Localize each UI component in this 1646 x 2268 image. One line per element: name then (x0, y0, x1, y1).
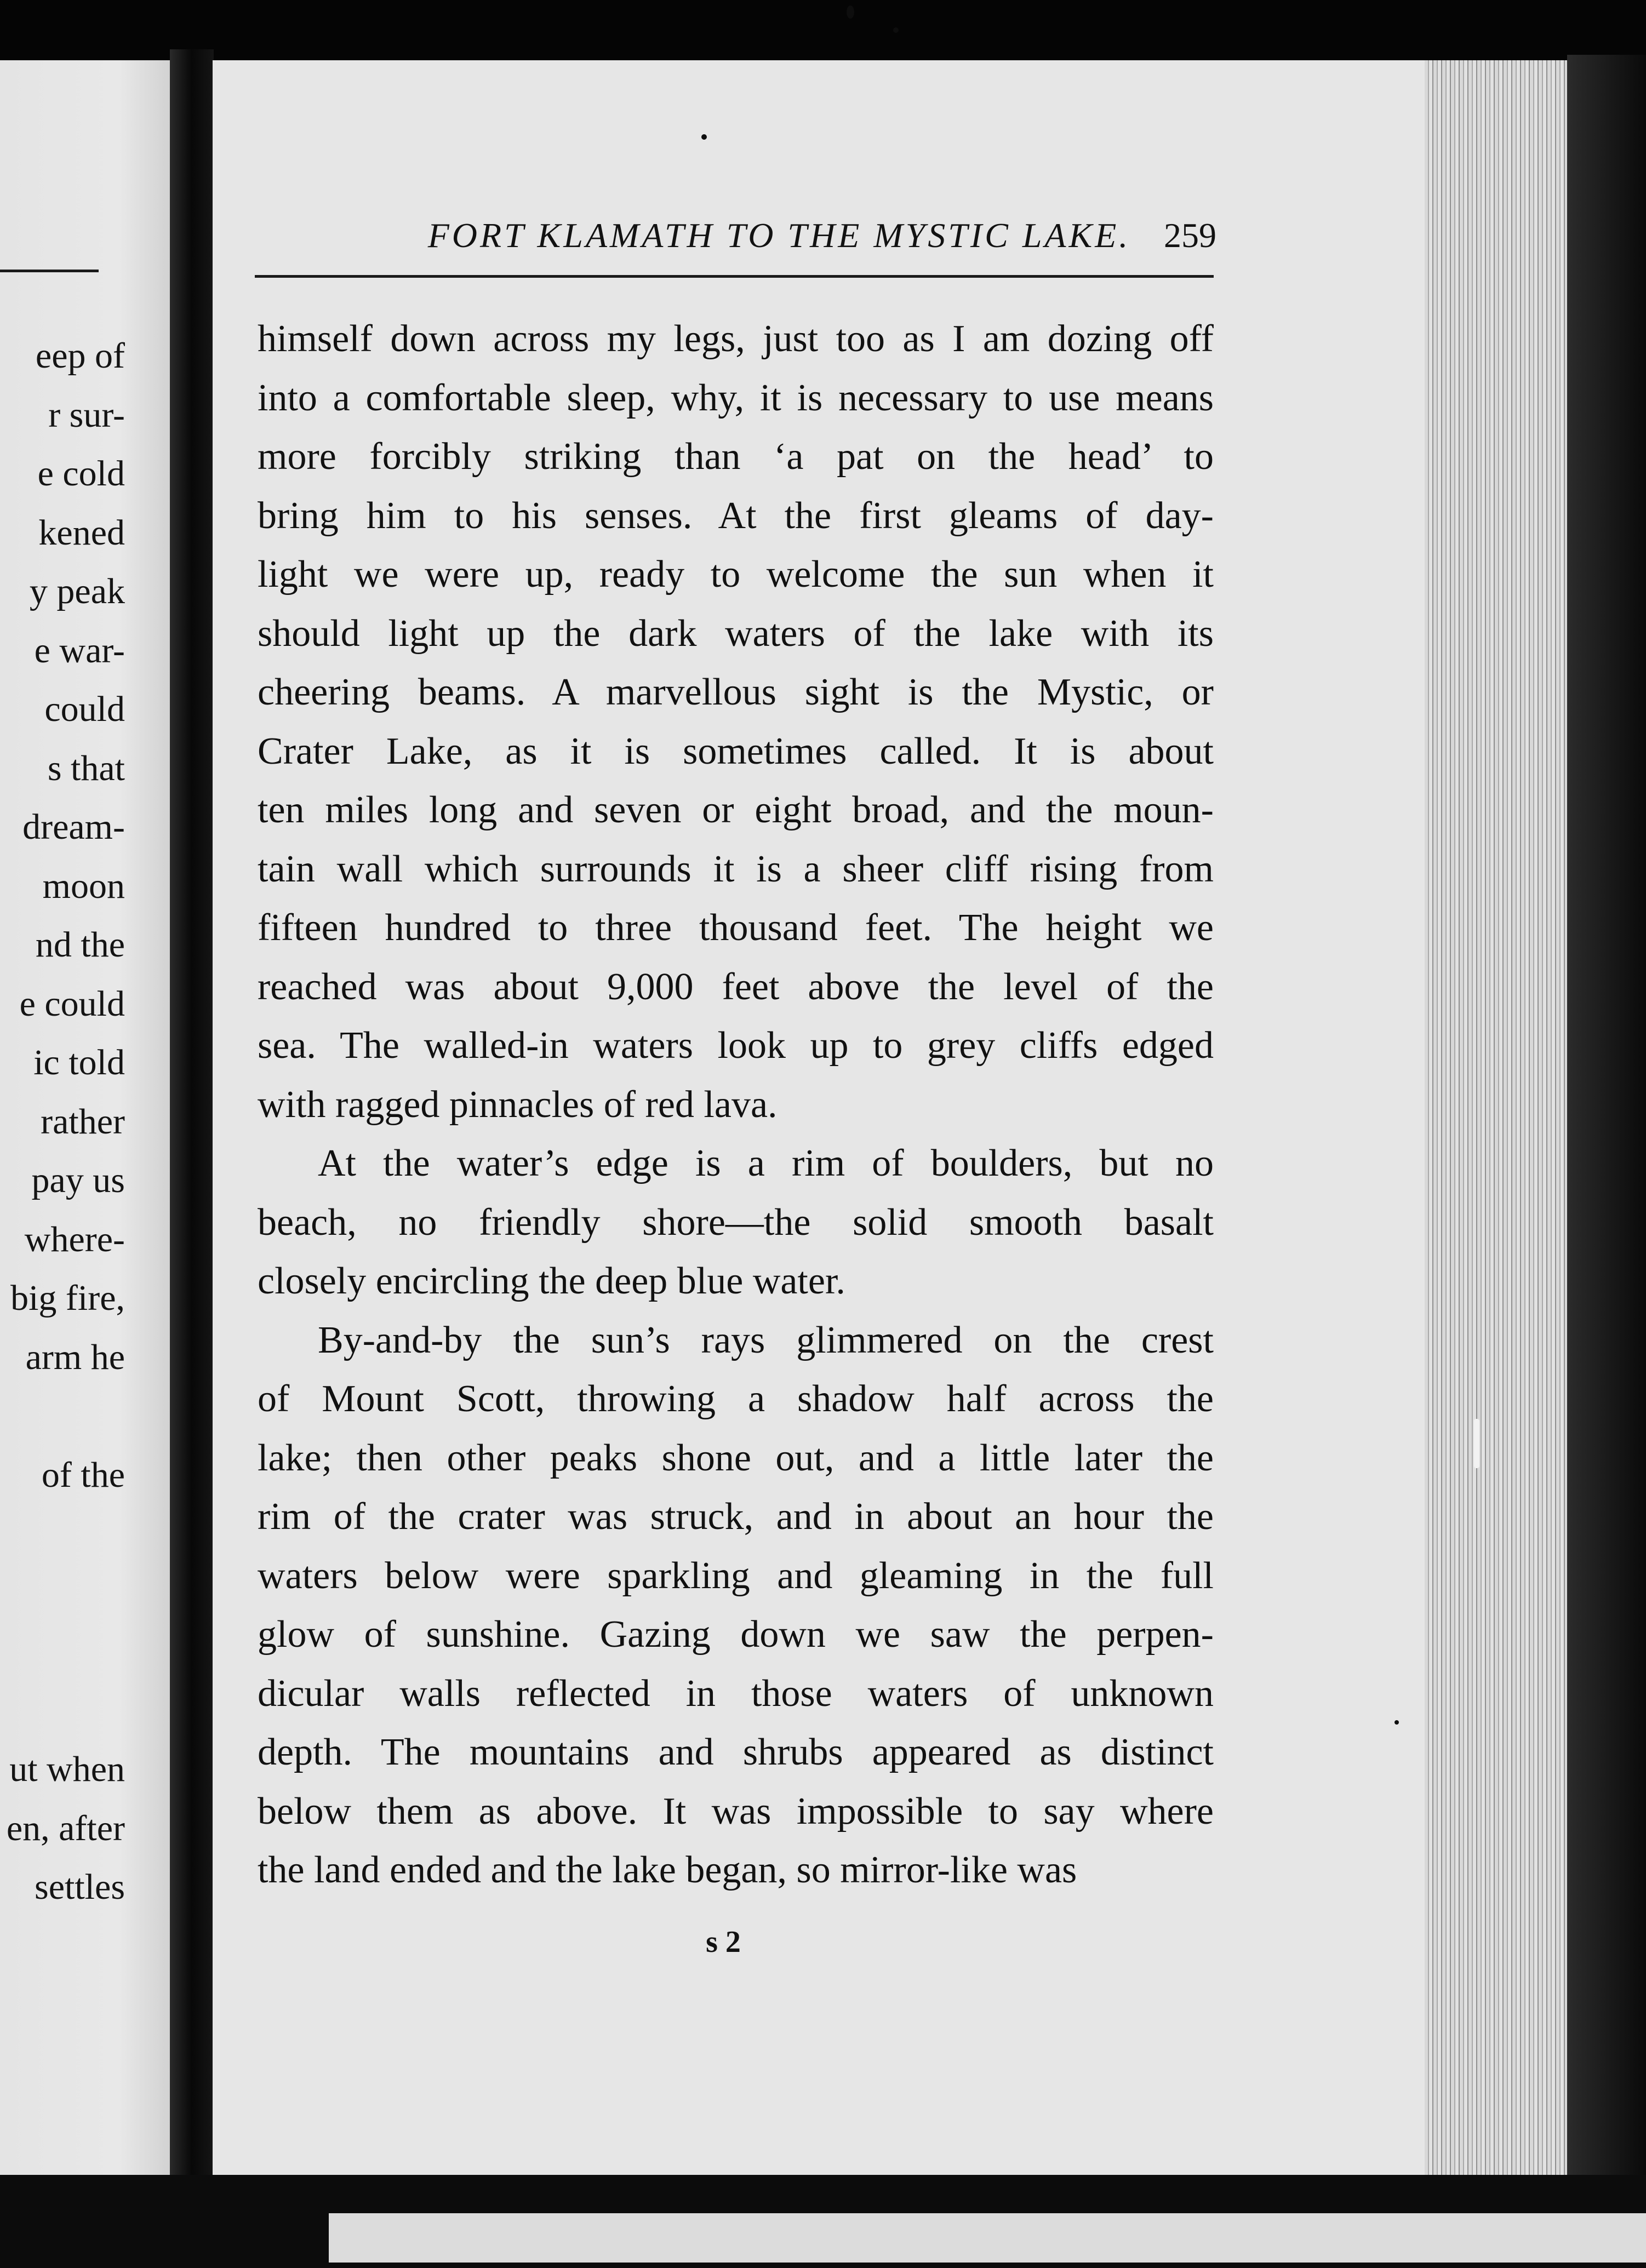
edge-shadow (1567, 55, 1646, 2180)
text-line: ten miles long and seven or eight broad, and the moun- (258, 789, 1214, 831)
left-page-line: e cold (37, 454, 125, 494)
text-line: dicular walls reflected in those waters of unknown (258, 1672, 1214, 1715)
left-page-line: moon (42, 866, 125, 906)
left-page-line: big fire, (10, 1278, 125, 1318)
left-page-line: en, after (6, 1808, 125, 1848)
left-page-rule (0, 270, 99, 272)
text-line: with ragged pinnacles of red lava. (258, 1083, 778, 1126)
text-line: should light up the dark waters of the lake with its (258, 612, 1214, 655)
left-page-line: r sur- (48, 394, 125, 435)
page-edges (1425, 60, 1578, 2175)
bottom-page-lip (329, 2213, 1646, 2263)
left-page-line: y peak (29, 571, 125, 611)
left-page-line: arm he (25, 1337, 125, 1377)
text-line: cheering beams. A marvellous sight is the Mystic, or (258, 671, 1214, 713)
left-page-line: eep of (35, 336, 125, 376)
left-page-line: ic told (33, 1043, 125, 1083)
text-line: himself down across my legs, just too as I am dozing off (258, 318, 1214, 360)
left-page-line: dream- (22, 807, 125, 847)
paragraph (258, 310, 1214, 1134)
text-line: rim of the crater was struck, and in about an hour the (258, 1496, 1214, 1538)
left-page-line: kened (38, 512, 125, 553)
scan-speck (701, 134, 707, 140)
text-line: more forcibly striking than ‘a pat on the head’ to (258, 436, 1214, 478)
left-page-line: e war- (34, 630, 125, 671)
text-line: depth. The mountains and shrubs appeared as distinct (258, 1731, 1214, 1773)
text-line: glow of sunshine. Gazing down we saw the perpen- (258, 1613, 1214, 1656)
running-head-rule (255, 275, 1214, 278)
scan-speck (847, 5, 854, 19)
text-line: fifteen hundred to three thousand feet. The height we (258, 907, 1214, 949)
text-line: waters below were sparkling and gleaming in the full (258, 1554, 1214, 1597)
text-line: By-and-by the sun’s rays glimmered on the crest (318, 1319, 1214, 1361)
body-text (258, 310, 1214, 1900)
text-line: closely encircling the deep blue water. (258, 1260, 845, 1302)
text-line: bring him to his senses. At the first gleams of day- (258, 494, 1214, 537)
left-page-line: could (44, 689, 125, 729)
left-page-line: e could (19, 983, 125, 1024)
paragraph (258, 1311, 1214, 1900)
page-number: 259 (1164, 216, 1216, 255)
left-page-line: settles (35, 1867, 125, 1907)
signature-mark: s 2 (706, 1925, 741, 1959)
text-line: of Mount Scott, throwing a shadow half across the (258, 1378, 1214, 1420)
left-page-line: of the (41, 1454, 125, 1495)
text-line: At the water’s edge is a rim of boulders, but no (318, 1142, 1214, 1184)
text-line: light we were up, ready to welcome the sun when it (258, 553, 1214, 595)
text-line: tain wall which surrounds it is a sheer cliff rising from (258, 847, 1214, 890)
left-page-line: where- (24, 1219, 125, 1259)
left-page-line: pay us (31, 1160, 125, 1200)
text-line: into a comfortable sleep, why, it is necessary to use means (258, 376, 1214, 419)
text-line: below them as above. It was impossible to say where (258, 1790, 1214, 1832)
running-head: FORT KLAMATH TO THE MYSTIC LAKE. (427, 216, 1131, 255)
left-page-line: s that (47, 748, 125, 788)
paragraph (258, 1134, 1214, 1311)
text-line: Crater Lake, as it is sometimes called. It is about (258, 730, 1214, 772)
book-gutter (170, 49, 214, 2186)
text-line: reached was about 9,000 feet above the level of the (258, 965, 1214, 1008)
text-line: beach, no friendly shore—the solid smooth basalt (258, 1201, 1214, 1244)
text-line: lake; then other peaks shone out, and a little later the (258, 1436, 1214, 1479)
facing-page-left (0, 60, 170, 2175)
text-line: the land ended and the lake began, so mirror-like was (258, 1849, 1077, 1891)
left-page-line: nd the (35, 925, 125, 965)
left-page-line: rather (41, 1101, 125, 1142)
text-line: sea. The walled-in waters look up to grey cliffs edged (258, 1024, 1214, 1067)
scan-speck (893, 27, 899, 33)
scan-speck (1394, 1720, 1399, 1725)
left-page-line: ut when (9, 1749, 125, 1789)
scan-speck (1474, 1419, 1479, 1468)
